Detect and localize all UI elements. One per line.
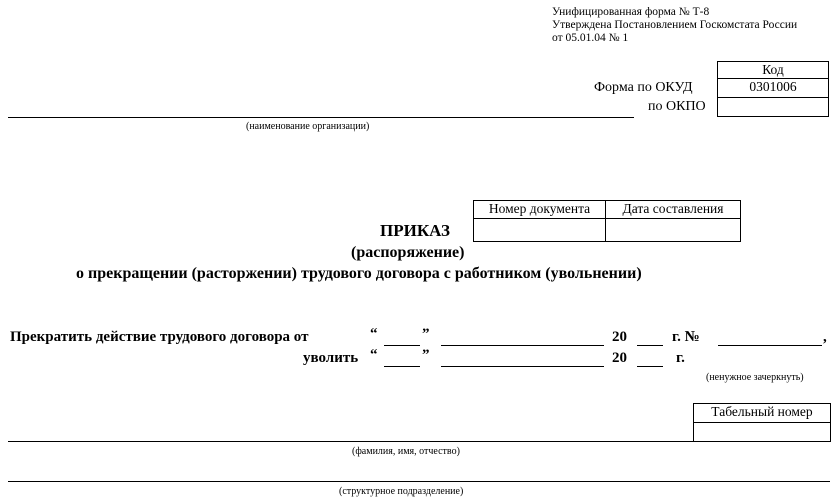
dismiss-label: уволить [303, 350, 359, 366]
dismiss-year-prefix: 20 [612, 350, 627, 366]
open-quote: “ [370, 326, 378, 342]
terminate-label: Прекратить действие трудового договора от [10, 329, 309, 345]
department-caption: (структурное подразделение) [339, 486, 464, 497]
terminate-number-label: г. № [672, 329, 700, 345]
contract-number-field[interactable] [718, 345, 822, 346]
employee-name-caption: (фамилия, имя, отчество) [352, 446, 460, 457]
okud-code-cell[interactable]: 0301006 [717, 78, 829, 98]
doc-number-header: Номер документа [473, 200, 606, 219]
terminate-year-prefix: 20 [612, 329, 627, 345]
okpo-code-cell[interactable] [717, 97, 829, 117]
terminate-day-field[interactable] [384, 345, 420, 346]
personnel-number-cell[interactable] [693, 422, 831, 442]
form-header-line2: Утверждена Постановлением Госкомстата России [552, 19, 798, 31]
document-title: ПРИКАЗ [380, 221, 450, 240]
organization-caption: (наименование организации) [246, 121, 370, 132]
dismiss-close-quote: ” [422, 347, 430, 363]
comma: , [823, 329, 827, 345]
dismiss-year-suffix: г. [676, 350, 685, 366]
doc-date-cell[interactable] [605, 218, 741, 242]
dismiss-day-field[interactable] [384, 366, 420, 367]
doc-date-header: Дата составления [605, 200, 741, 219]
document-subtitle: (распоряжение) [351, 244, 465, 261]
dismiss-open-quote: “ [370, 347, 378, 363]
dismiss-month-field[interactable] [441, 366, 604, 367]
department-line[interactable] [8, 481, 830, 482]
form-header-line3: от 05.01.04 № 1 [552, 32, 629, 44]
terminate-month-field[interactable] [441, 345, 604, 346]
form-header-line1: Унифицированная форма № Т-8 [552, 6, 710, 18]
employee-name-line[interactable] [8, 441, 694, 442]
code-column-header: Код [717, 61, 829, 79]
dismiss-year-field[interactable] [637, 366, 663, 367]
okpo-label: по ОКПО [648, 99, 706, 114]
terminate-year-field[interactable] [637, 345, 663, 346]
okud-label: Форма по ОКУД [594, 80, 693, 95]
organization-name-line[interactable] [8, 117, 634, 118]
close-quote: ” [422, 326, 430, 342]
document-description: о прекращении (расторжении) трудового договора с работником (увольнении) [76, 265, 642, 282]
personnel-number-header: Табельный номер [693, 403, 831, 423]
strike-note: (ненужное зачеркнуть) [706, 372, 804, 383]
doc-number-cell[interactable] [473, 218, 606, 242]
